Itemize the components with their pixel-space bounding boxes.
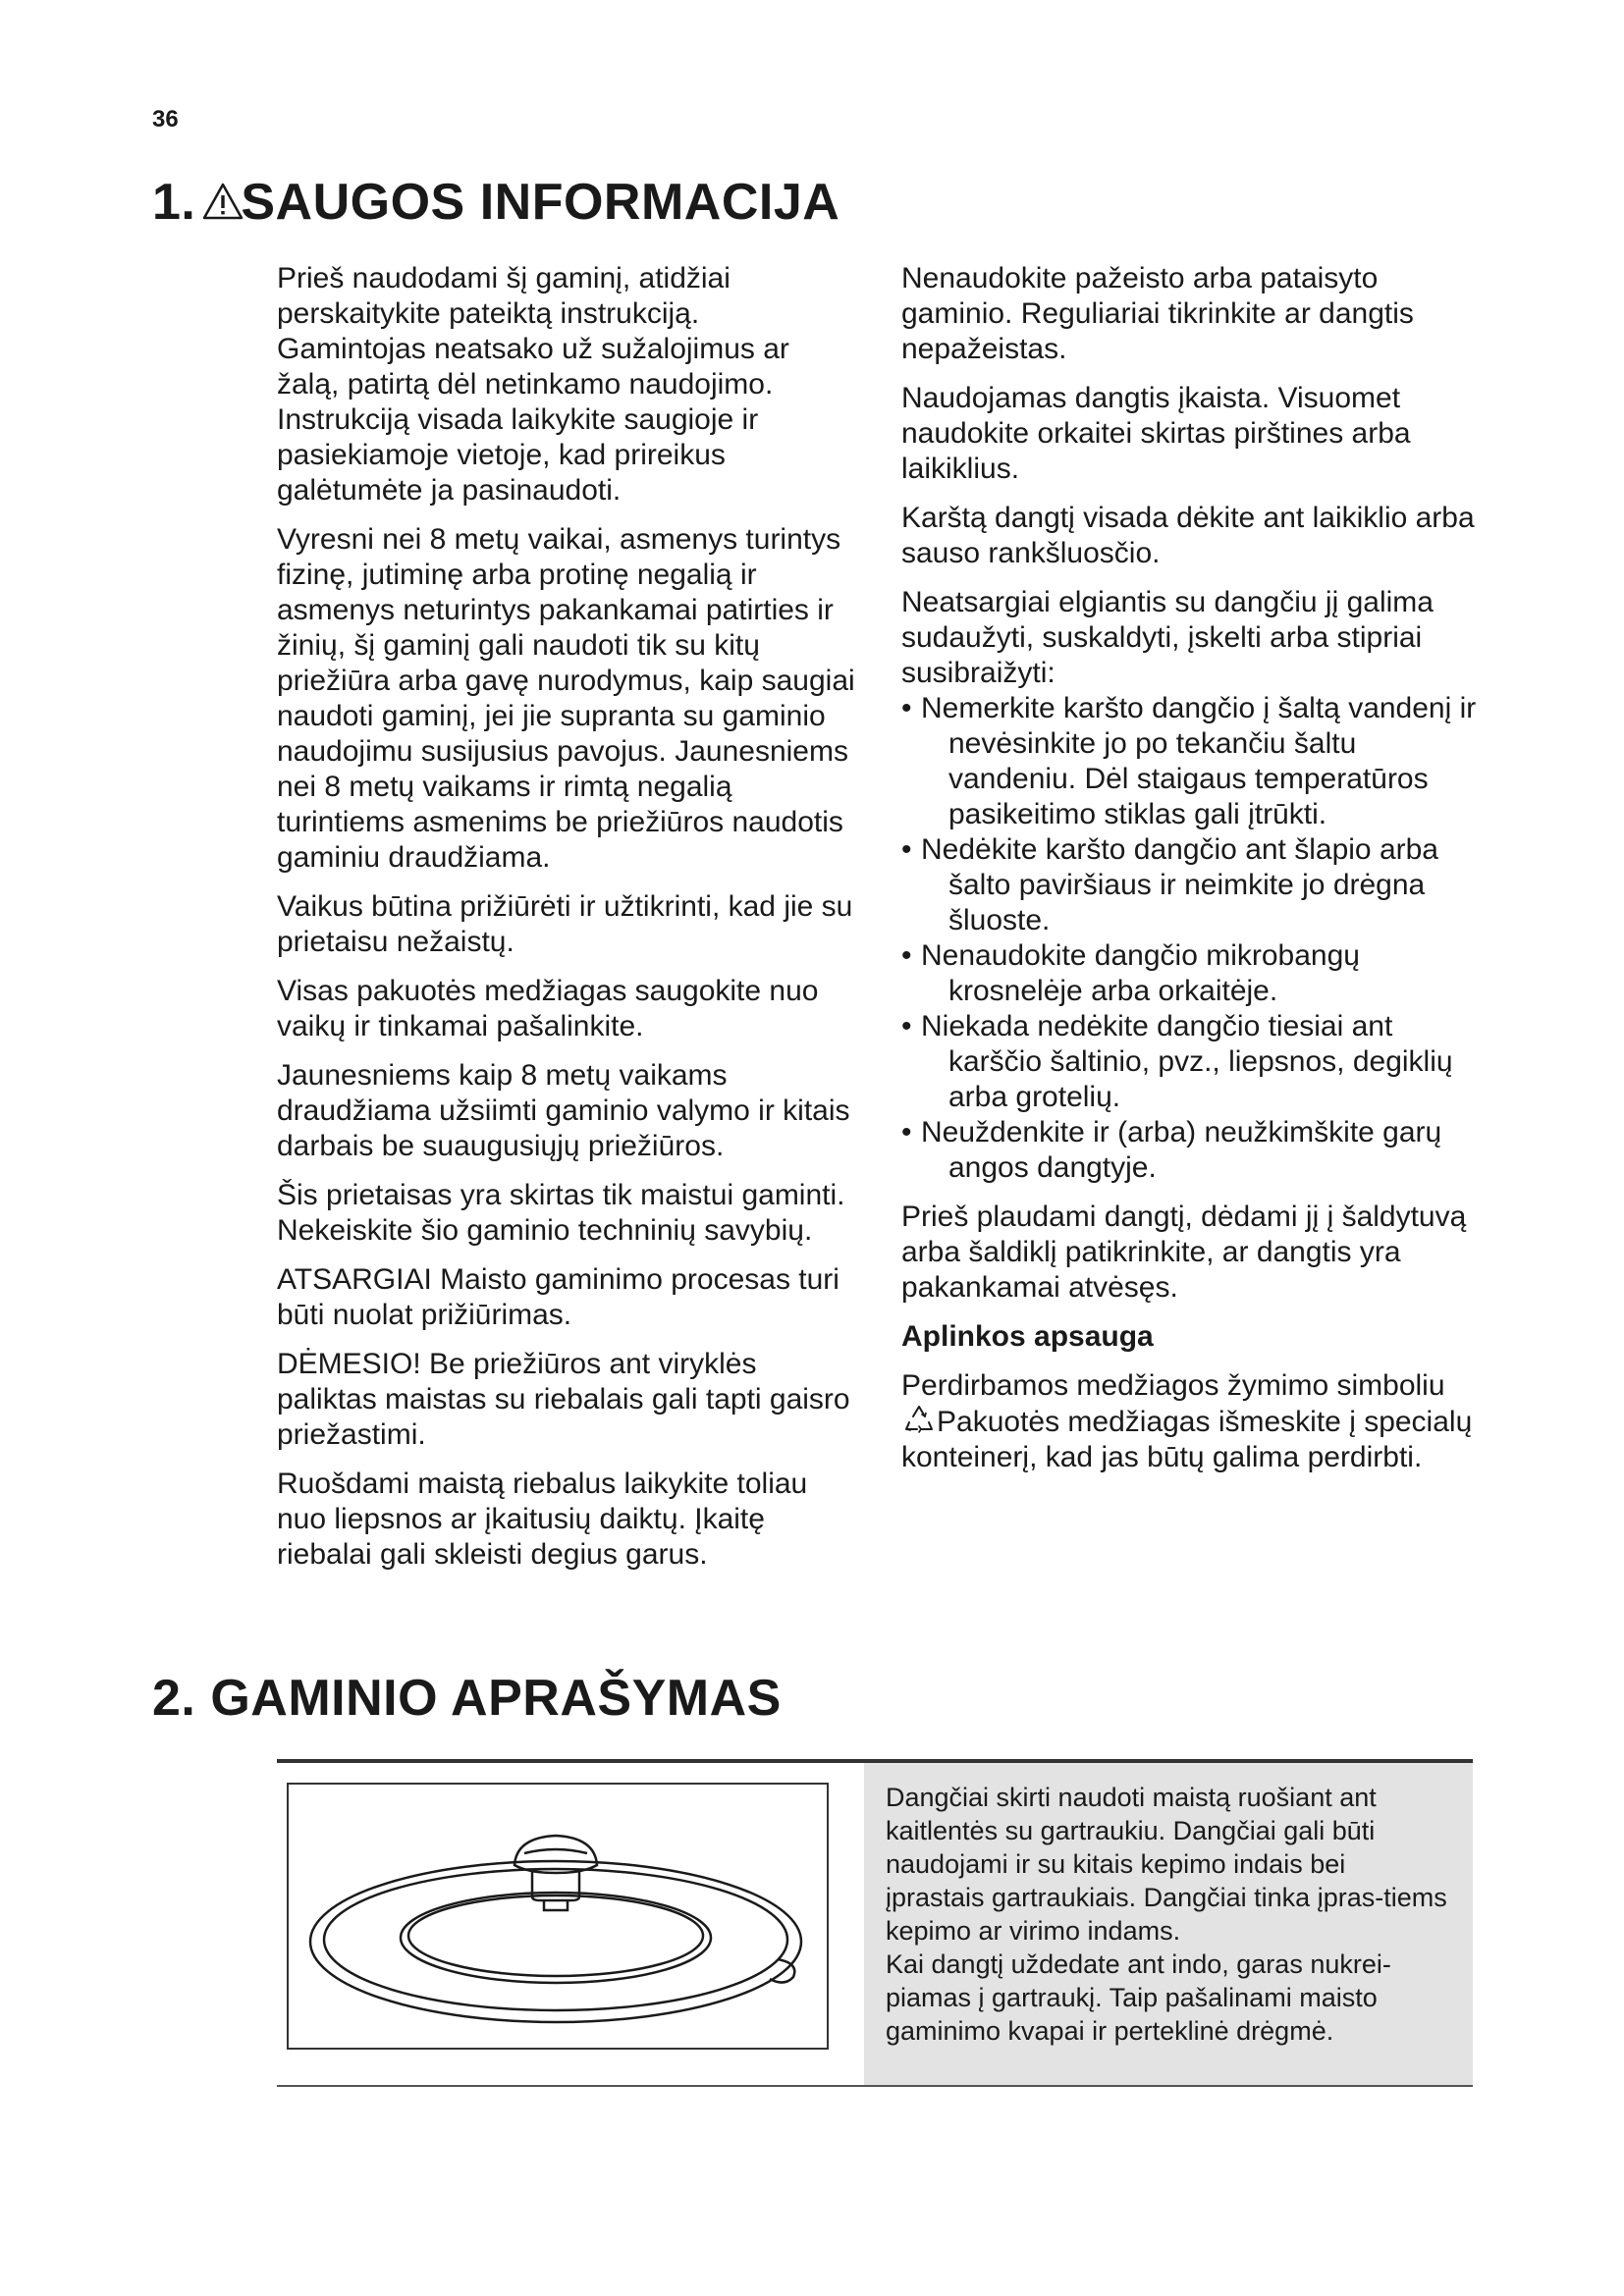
list-item: • Neuždenkite ir (arba) neužkimškite garų angos dangtyje. <box>901 1115 1481 1186</box>
safety-paragraph: Naudojamas dangtis įkaista. Visuomet naudokite orkaitei skirtas pirštines arba laikiklius. <box>901 382 1411 485</box>
product-description-text <box>864 1763 1473 2085</box>
list-item: • Nemerkite karšto dangčio į šaltą vandenį ir nevėsinkite jo po tekančiu šaltu vandeniu. Dėl staigaus temperatūros pasikeitimo stiklas gali įtrūkti. <box>901 691 1481 832</box>
section-2-heading: 2. GAMINIO APRAŠYMAS <box>152 1670 782 1727</box>
product-description-box <box>277 1759 1473 2087</box>
safety-paragraph: DĖMESIO! Be priežiūros ant viryklės paliktas maistas su riebalais gali tapti gaisro priežastimi. <box>277 1348 850 1451</box>
lid-care-list <box>901 691 1481 1186</box>
lid-illustration <box>287 1783 829 2050</box>
safety-paragraph: ATSARGIAI Maisto gaminimo procesas turi būti nuolat prižiūrimas. <box>277 1263 839 1331</box>
safety-paragraph: Ruošdami maistą riebalus laikykite toliau nuo liepsnos ar įkaitusių daiktų. Įkaitę riebalai gali skleisti degius garus. <box>277 1468 808 1571</box>
environment-text-before: Perdirbamos medžiagos žymimo simboliu <box>901 1369 1445 1402</box>
description-paragraph: Dangčiai skirti naudoti maistą ruošiant ant kaitlentės su gartraukiu. Dangčiai gali būti naudojami ir su kitais kepimo indais bei įprastais gartraukiais. Dangčiai tinka įpras-tiems kepimo ar virimo indams. <box>886 1783 1447 1946</box>
section-1-title: SAUGOS INFORMACIJA <box>241 174 840 231</box>
section-1-heading <box>152 173 839 232</box>
safety-paragraph: Karštą dangtį visada dėkite ant laikiklio arba sauso rankšluosčio. <box>901 502 1475 569</box>
environment-heading: Aplinkos apsauga <box>901 1320 1154 1353</box>
list-item: • Nedėkite karšto dangčio ant šlapio arba šalto paviršiaus ir neimkite jo drėgna šluoste. <box>901 832 1481 938</box>
safety-paragraph: Jaunesniems kaip 8 metų vaikams draudžiama užsiimti gaminio valymo ir kitais darbais be suaugusiųjų priežiūros. <box>277 1059 850 1162</box>
safety-paragraph: Neatsargiai elgiantis su dangčiu jį galima sudaužyti, suskaldyti, įskelti arba stipriai susibraižyti: <box>901 586 1434 689</box>
safety-paragraph: Prieš plaudami dangtį, dėdami jį į šaldytuvą arba šaldiklį patikrinkite, ar dangtis yra pakankamai atvėsęs. <box>901 1201 1467 1304</box>
safety-paragraph: Vaikus būtina prižiūrėti ir užtikrinti, kad jie su prietaisu nežaistų. <box>277 890 853 958</box>
safety-paragraph: Šis prietaisas yra skirtas tik maistui gaminti. Nekeiskite šio gaminio techninių savybių. <box>277 1179 845 1247</box>
right-column <box>901 261 1481 1489</box>
list-item: • Nenaudokite dangčio mikrobangų krosnelėje arba orkaitėje. <box>901 938 1481 1009</box>
left-column <box>277 261 856 1586</box>
environment-text-after: Pakuotės medžiagas išmeskite į specialų konteinerį, kad jas būtų galima perdirbti. <box>901 1406 1473 1473</box>
recycle-icon <box>903 1404 935 1435</box>
safety-paragraph: Prieš naudodami šį gaminį, atidžiai perskaitykite pateiktą instrukciją. Gamintojas neatsako už sužalojimus ar žalą, patirtą dėl netinkamo naudojimo. Instrukciją visada laikykite saugioje ir pasiekiamoje vietoje, kad prireikus galėtumėte ja pasinaudoti. <box>277 262 789 507</box>
list-item: • Niekada nedėkite dangčio tiesiai ant karščio šaltinio, pvz., liepsnos, degiklių arba grotelių. <box>901 1009 1481 1115</box>
description-paragraph: Kai dangtį uždedate ant indo, garas nukrei-piamas į gartraukį. Taip pašalinami maisto gaminimo kvapai ir perteklinė drėgmė. <box>886 1949 1391 2046</box>
environment-paragraph <box>901 1368 1481 1475</box>
safety-paragraph: Nenaudokite pažeisto arba pataisyto gaminio. Reguliariai tikrinkite ar dangtis nepažeistas. <box>901 262 1414 365</box>
section-1-number: 1. <box>152 174 196 231</box>
safety-paragraph: Visas pakuotės medžiagas saugokite nuo vaikų ir tinkamai pašalinkite. <box>277 975 819 1042</box>
warning-triangle-icon <box>201 175 244 214</box>
page-number: 36 <box>152 106 179 133</box>
safety-paragraph: Vyresni nei 8 metų vaikai, asmenys turintys fizinę, jutiminę arba protinę negalią ir asmenys neturintys pakankamai patirties ir žinių, šį gaminį gali naudoti tik su kitų priežiūra arba gavę nurodymus, kaip saugiai naudoti gaminį, jei jie supranta su gaminio naudojimu susijusius pavojus. Jaunesniems nei 8 metų vaikams ir rimtą negalią turintiems asmenims be priežiūros naudotis gaminiu draudžiama. <box>277 523 855 874</box>
